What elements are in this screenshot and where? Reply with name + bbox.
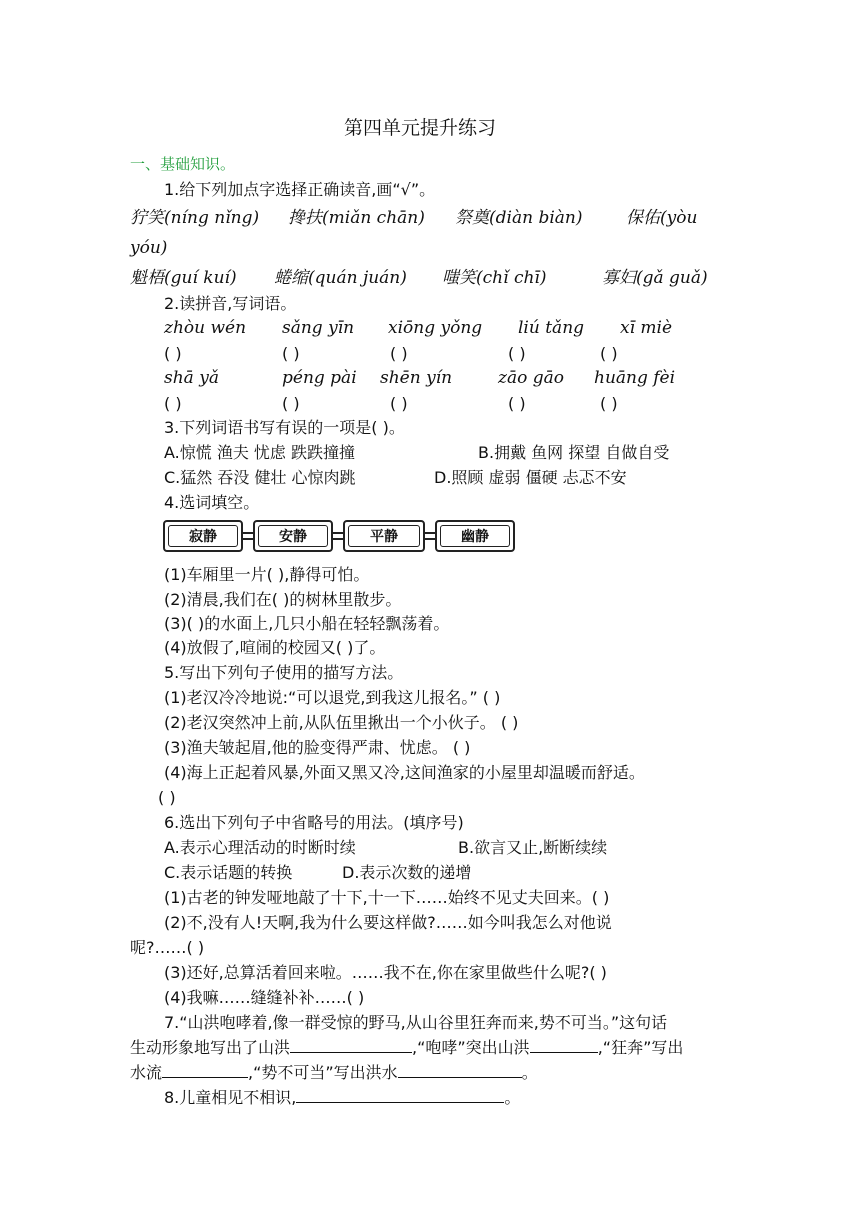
question-4-prompt: 4.选词填空。 <box>164 493 260 512</box>
option-c: C.猛然 吞没 健壮 心惊肉跳 <box>164 468 356 487</box>
q5-sentence-2: (2)老汉突然冲上前,从队伍里揪出一个小伙子。 ( ) <box>164 713 519 732</box>
answer-parens[interactable]: ( ) <box>508 394 526 413</box>
q8-end: 。 <box>504 1088 521 1107</box>
question-6-prompt: 6.选出下列句子中省略号的用法。(填序号) <box>164 813 464 832</box>
answer-parens[interactable]: ( ) <box>600 344 618 363</box>
q6-option-d: D.表示次数的递增 <box>342 863 472 882</box>
answer-blank[interactable] <box>290 1038 412 1053</box>
q4-sentence-4: (4)放假了,喧闹的校园又( )了。 <box>164 638 386 657</box>
answer-blank[interactable] <box>530 1038 598 1053</box>
page-title: 第四单元提升练习 <box>344 117 497 139</box>
word-box: 寂静 <box>163 520 243 552</box>
q1-item-4: 保佑(yòu <box>626 208 698 228</box>
pinyin-item: xī miè <box>620 318 673 338</box>
pinyin-item: huāng fèi <box>594 368 676 388</box>
q1-item-4-cont: yóu) <box>130 238 168 258</box>
answer-parens[interactable]: ( ) <box>282 394 300 413</box>
option-b: B.拥戴 鱼网 探望 自做自受 <box>478 443 670 462</box>
answer-blank[interactable] <box>296 1088 504 1103</box>
pinyin-item: xiōng yǒng <box>388 318 483 338</box>
pinyin-item: sǎng yīn <box>282 318 355 338</box>
q1-item-7: 嗤笑(chǐ chī) <box>442 268 547 288</box>
question-7-line-2 <box>130 1038 683 1058</box>
option-d: D.照顾 虚弱 僵硬 忐忑不安 <box>434 468 627 487</box>
q6-sentence-1: (1)古老的钟发哑地敲了十下,十一下……始终不见丈夫回来。( ) <box>164 888 610 907</box>
answer-parens[interactable]: ( ) <box>508 344 526 363</box>
q6-sentence-4: (4)我嘛……缝缝补补……( ) <box>164 988 365 1007</box>
q1-item-1: 狞笑(níng nǐng) <box>130 208 260 228</box>
question-8 <box>164 1088 520 1108</box>
question-1-prompt: 1.给下列加点字选择正确读音,画“√”。 <box>164 180 436 199</box>
question-5-prompt: 5.写出下列句子使用的描写方法。 <box>164 663 404 682</box>
q7-text: 生动形象地写出了山洪 <box>130 1038 291 1057</box>
q4-sentence-3: (3)( )的水面上,几只小船在轻轻飘荡着。 <box>164 614 450 633</box>
question-7-line-1: 7.“山洪咆哮着,像一群受惊的野马,从山谷里狂奔而来,势不可当。”这句话 <box>164 1013 668 1032</box>
pinyin-item: zhòu wén <box>164 318 247 338</box>
answer-parens[interactable]: ( ) <box>390 394 408 413</box>
pinyin-item: liú tǎng <box>518 318 585 338</box>
q4-sentence-1: (1)车厢里一片( ),静得可怕。 <box>164 565 370 584</box>
q5-sentence-4: (4)海上正起着风暴,外面又黑又冷,这间渔家的小屋里却温暖而舒适。 <box>164 763 645 782</box>
q8-text: 8.儿童相见不相识, <box>164 1088 297 1107</box>
word-box: 幽静 <box>435 520 515 552</box>
q6-sentence-3: (3)还好,总算活着回来啦。……我不在,你在家里做些什么呢?( ) <box>164 963 607 982</box>
q6-sentence-2-cont: 呢?……( ) <box>130 938 205 957</box>
pinyin-item: péng pài <box>282 368 357 388</box>
q1-item-8: 寡妇(gǎ guǎ) <box>602 268 708 288</box>
q4-sentence-2: (2)清晨,我们在( )的树林里散步。 <box>164 590 402 609</box>
q1-item-5: 魁梧(guí kuí) <box>130 268 237 288</box>
answer-parens[interactable]: ( ) <box>164 344 182 363</box>
q1-item-2: 搀扶(miǎn chān) <box>288 208 425 228</box>
q1-item-6: 蜷缩(quán juán) <box>274 268 407 288</box>
option-a: A.惊慌 渔夫 忧虑 跌跌撞撞 <box>164 443 356 462</box>
q6-option-c: C.表示话题的转换 <box>164 863 293 882</box>
answer-parens[interactable]: ( ) <box>164 394 182 413</box>
q1-item-3: 祭奠(diàn biàn) <box>455 208 583 228</box>
word-bank <box>163 520 515 552</box>
q6-option-b: B.欲言又止,断断续续 <box>458 838 608 857</box>
section-heading: 一、基础知识。 <box>130 155 236 173</box>
q6-option-a: A.表示心理活动的时断时续 <box>164 838 356 857</box>
question-2-prompt: 2.读拼音,写词语。 <box>164 294 297 313</box>
answer-parens[interactable]: ( ) <box>600 394 618 413</box>
answer-blank[interactable] <box>162 1063 248 1078</box>
q7-text: ,“咆哮”突出山洪 <box>412 1038 530 1057</box>
q7-text: ,“势不可当”写出洪水 <box>248 1063 398 1082</box>
answer-parens[interactable]: ( ) <box>282 344 300 363</box>
word-box: 安静 <box>253 520 333 552</box>
q5-sentence-4-answer[interactable]: ( ) <box>158 788 176 807</box>
answer-parens[interactable]: ( ) <box>390 344 408 363</box>
q7-text: 水流 <box>130 1063 163 1082</box>
question-3-prompt: 3.下列词语书写有误的一项是( )。 <box>164 418 405 437</box>
q6-sentence-2: (2)不,没有人!天啊,我为什么要这样做?……如今叫我怎么对他说 <box>164 913 612 932</box>
pinyin-item: shēn yín <box>380 368 453 388</box>
pinyin-item: zāo gāo <box>498 368 564 388</box>
answer-blank[interactable] <box>398 1063 522 1078</box>
pinyin-item: shā yǎ <box>164 368 219 388</box>
q7-text: 。 <box>521 1063 538 1082</box>
word-box: 平静 <box>343 520 425 552</box>
q5-sentence-1: (1)老汉冷冷地说:“可以退党,到我这儿报名。” ( ) <box>164 688 501 707</box>
q7-text: ,“狂奔”写出 <box>597 1038 684 1057</box>
question-7-line-3 <box>130 1063 538 1083</box>
q5-sentence-3: (3)渔夫皱起眉,他的脸变得严肃、忧虑。 ( ) <box>164 738 471 757</box>
